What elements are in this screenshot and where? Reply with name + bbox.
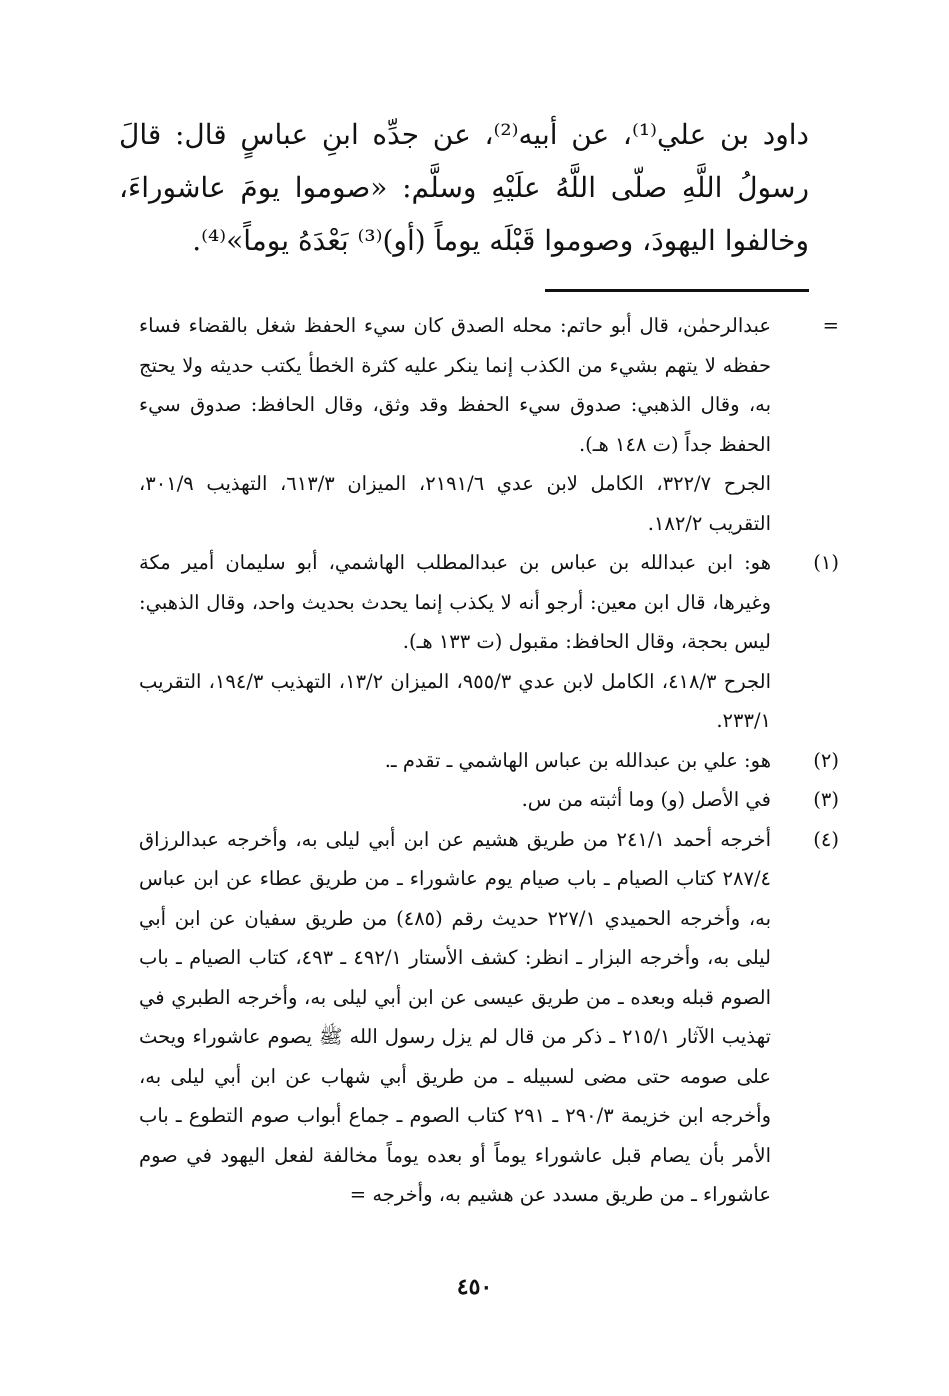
footnote-paragraph: هو: ابن عبدالله بن عباس بن عبدالمطلب الهاشمي، أبو سليمان أمير مكة وغيرها، قال ابن معين: أرجو أنه لا يكذب إنما يحدث بحديث واحد، وقال الذهبي: ليس بحجة، وقال الحافظ: مقبول (ت ١٣٣ هـ). (139, 551, 771, 653)
footnote-body (139, 820, 771, 1215)
hadith-text (119, 108, 809, 267)
footnote-marker: (١) (813, 551, 839, 574)
footnote-body (139, 780, 771, 820)
footnote-paragraph: عبدالرحمٰن، قال أبو حاتم: محله الصدق كان سيء الحفظ شغل بالقضاء فساء حفظه لا يتهم بشيء من الكذب إنما ينكر عليه كثرة الخطأ يكتب حديثه ولا يحتج به، وقال الذهبي: صدوق سيء الحفظ وقد وثق، وقال الحافظ: صدوق سيء الحفظ جداً (ت ١٤٨ هـ). (139, 314, 771, 456)
footnote-marker: (٣) (813, 788, 839, 811)
footnote-marker: (٤) (813, 827, 839, 851)
footnote-paragraph: الجرح ٤١٨/٣، الكامل لابن عدي ٩٥٥/٣، الميزان ١٣/٢، التهذيب ١٩٤/٣، التقريب ٢٣٣/١. (139, 669, 772, 732)
footnote-1 (139, 543, 839, 741)
footnote-separator (545, 289, 809, 292)
footnotes-section (139, 306, 839, 1215)
footnote-body (139, 741, 771, 781)
page-number: ٤٥٠ (456, 1274, 493, 1300)
footnote-3 (139, 780, 839, 820)
footnote-marker: = (822, 314, 839, 337)
footnote-4 (139, 820, 839, 1215)
footnote-marker: (٢) (813, 748, 839, 772)
footnote-paragraph: الجرح ٣٢٢/٧، الكامل لابن عدي ٢١٩١/٦، الميزان ٦١٣/٣، التهذيب ٣٠١/٩، التقريب ١٨٢/٢. (139, 472, 771, 535)
hadith-paragraph: داود بن علي⁽¹⁾، عن أبيه⁽²⁾، عن جدِّه ابنِ عباسٍ قال: قالَ رسولُ اللَّهِ صلّى اللَّهُ علَيْهِ وسلَّم: «صوموا يومَ عاشوراءَ، وخالفوا اليهودَ، وصوموا قَبْلَه يوماً (أو)⁽³⁾ بَعْدَهُ يوماً»⁽⁴⁾. (119, 118, 809, 257)
footnote-body (139, 306, 771, 543)
footnote-paragraph: هو: علي بن عبدالله بن عباس الهاشمي ـ تقدم ـ. (384, 748, 771, 772)
footnote-paragraph: في الأصل (و) وما أثبته من س. (521, 788, 771, 811)
footnote-paragraph: أخرجه أحمد ٢٤١/١ من طريق هشيم عن ابن أبي ليلى به، وأخرجه عبدالرزاق ٢٨٧/٤ كتاب الصيام ـ باب صيام يوم عاشوراء ـ من طريق عطاء عن ابن عباس به، وأخرجه الحميدي ٢٢٧/١ حديث رقم (٤٨٥) من طريق سفيان عن ابن أبي ليلى به، وأخرجه البزار ـ انظر: كشف الأستار ٤٩٢/١ ـ ٤٩٣، كتاب الصيام ـ باب الصوم قبله وبعده ـ من طريق عيسى عن ابن أبي ليلى به، وأخرجه الطبري في تهذيب الآثار ٢١٥/١ ـ ذكر من قال لم يزل رسول الله ﷺ يصوم عاشوراء ويحث على صومه حتى مضى لسبيله ـ من طريق أبي شهاب عن ابن أبي ليلى به، وأخرجه ابن خزيمة ٢٩٠/٣ ـ ٢٩١ كتاب الصوم ـ جماع أبواب صوم التطوع ـ باب الأمر بأن يصام قبل عاشوراء يوماً أو بعده يوماً مخالفة لفعل اليهود في صوم عاشوراء ـ من طريق مسدد عن هشيم به، وأخرجه = (139, 827, 771, 1206)
footnote-2 (139, 741, 839, 781)
footnote-body (139, 543, 771, 741)
footnote-continuation (139, 306, 839, 543)
